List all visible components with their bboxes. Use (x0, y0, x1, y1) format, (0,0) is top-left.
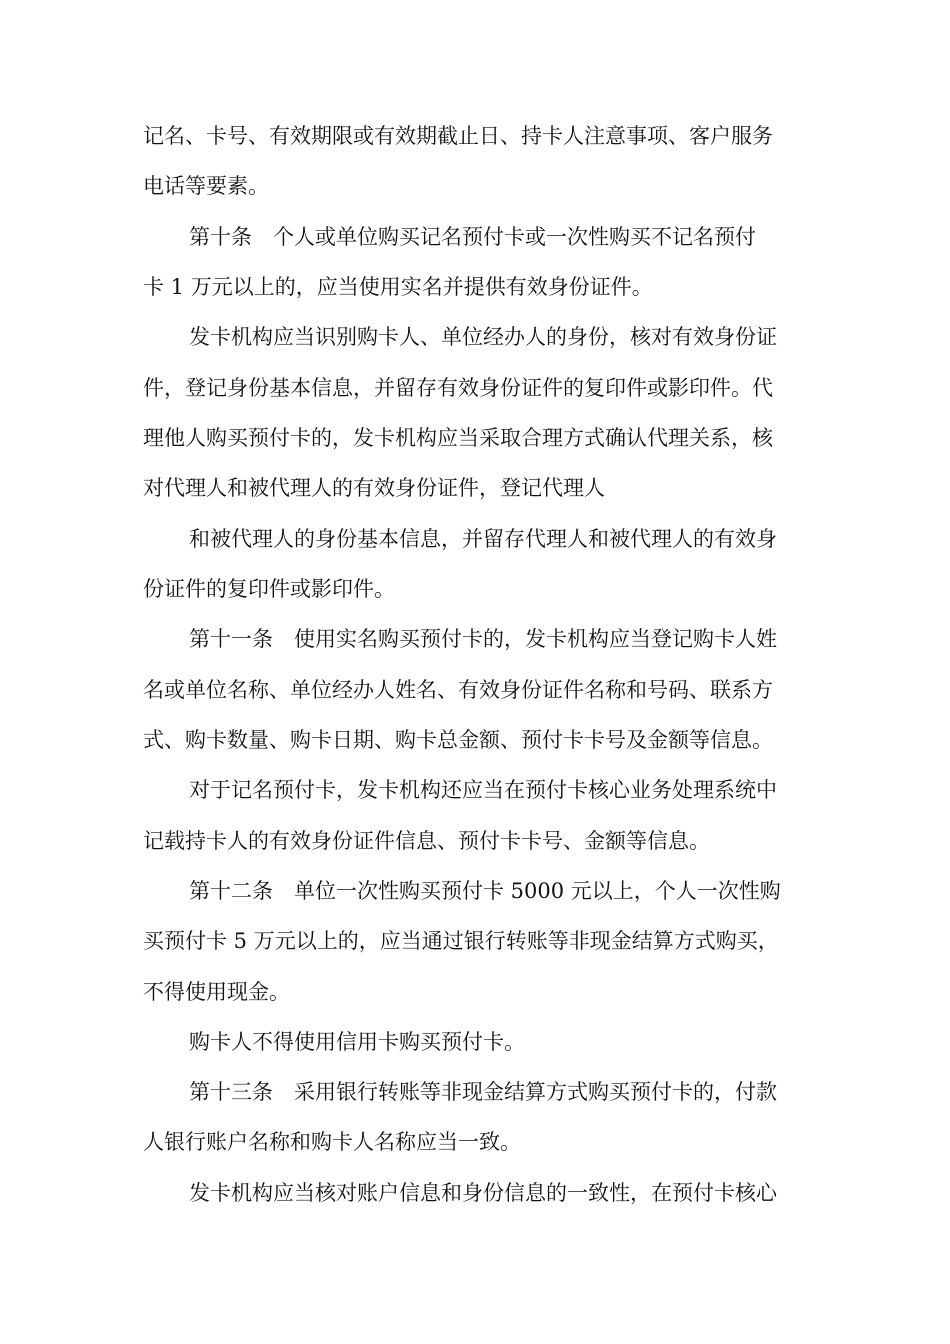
article-11-line: 第十一条 使用实名购买预付卡的，发卡机构应当登记购卡人姓 (189, 627, 777, 651)
text-line: 理他人购买预付卡的，发卡机构应当采取合理方式确认代理关系，核 (143, 426, 773, 450)
text-line: 记名、卡号、有效期限或有效期截止日、持卡人注意事项、客户服务 (143, 124, 773, 148)
article-10-line: 第十条 个人或单位购买记名预付卡或一次性购买不记名预付 (189, 225, 756, 249)
article-13-line: 第十三条 采用银行转账等非现金结算方式购买预付卡的，付款 (189, 1080, 777, 1104)
text-line: 记载持卡人的有效身份证件信息、预付卡卡号、金额等信息。 (143, 829, 710, 853)
text-line: 电话等要素。 (143, 174, 269, 198)
text-line: 不得使用现金。 (143, 980, 290, 1004)
text-line: 名或单位名称、单位经办人姓名、有效身份证件名称和号码、联系方 (143, 678, 773, 702)
text-line: 对代理人和被代理人的有效身份证件，登记代理人 (143, 476, 605, 500)
text-line: 卡 1 万元以上的，应当使用实名并提供有效身份证件。 (143, 275, 653, 299)
text-line: 对于记名预付卡，发卡机构还应当在预付卡核心业务处理系统中 (189, 778, 777, 802)
text-line: 购卡人不得使用信用卡购买预付卡。 (189, 1030, 525, 1054)
text-line: 人银行账户名称和购卡人名称应当一致。 (143, 1130, 521, 1154)
text-line: 发卡机构应当核对账户信息和身份信息的一致性，在预付卡核心 (189, 1181, 777, 1205)
article-12-line: 第十二条 单位一次性购买预付卡 5000 元以上，个人一次性购 (189, 879, 781, 903)
text-line: 买预付卡 5 万元以上的，应当通过银行转账等非现金结算方式购买， (143, 929, 779, 953)
text-line: 件，登记身份基本信息，并留存有效身份证件的复印件或影印件。代 (143, 376, 773, 400)
text-line: 式、购卡数量、购卡日期、购卡总金额、预付卡卡号及金额等信息。 (143, 728, 773, 752)
text-line: 和被代理人的身份基本信息，并留存代理人和被代理人的有效身 (189, 527, 777, 551)
text-line: 发卡机构应当识别购卡人、单位经办人的身份，核对有效身份证 (189, 325, 777, 349)
text-line: 份证件的复印件或影印件。 (143, 577, 395, 601)
